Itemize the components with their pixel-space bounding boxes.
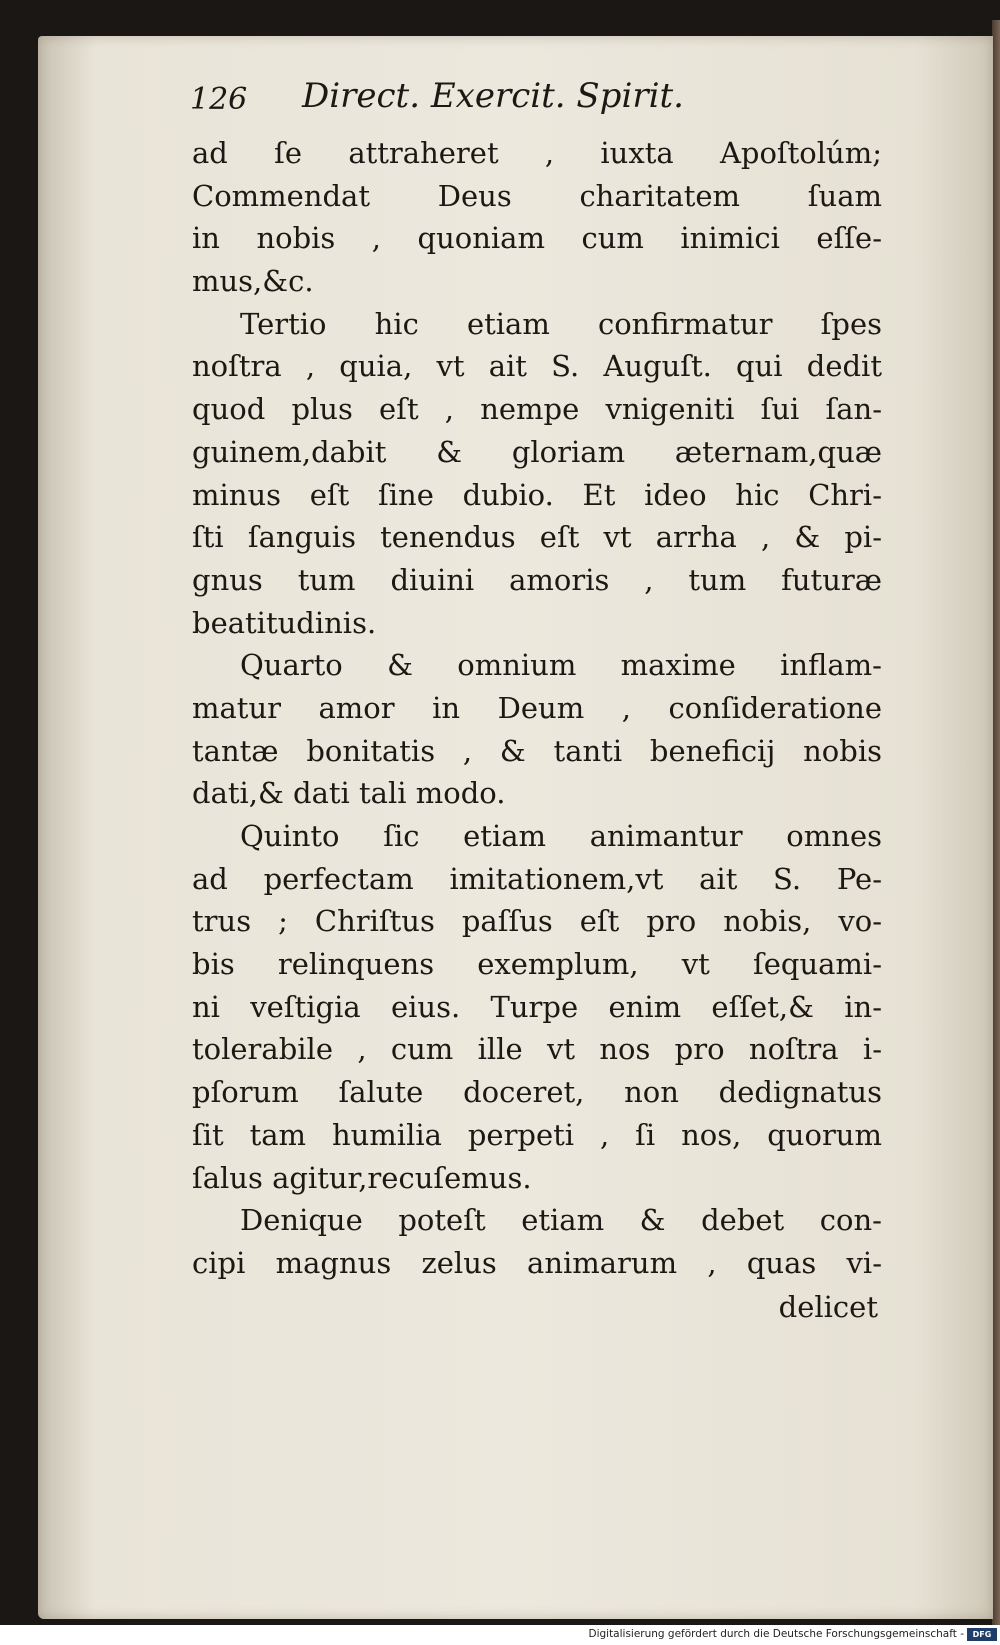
body-text [192, 132, 882, 1285]
text-line: matur amor in Deum , conſideratione [192, 690, 882, 725]
running-title: Direct. Exercit. Spirit. [302, 76, 684, 116]
text-line: Quarto & omnium maxime inflam- [240, 648, 882, 683]
text-line: beatitudinis. [192, 605, 377, 640]
footer-bar [0, 1625, 1000, 1645]
funding-credit: Digitalisierung gefördert durch die Deutsche Forschungsgemeinschaft - [588, 1628, 964, 1640]
page-header [190, 66, 760, 128]
text-line: tolerabile , cum ille vt nos pro noſtra i- [192, 1032, 882, 1067]
text-line: pſorum ſalute doceret, non dedignatus [192, 1075, 882, 1110]
dfg-logo: DFG [967, 1628, 997, 1641]
text-line: tantæ bonitatis , & tanti beneficij nobis [192, 733, 882, 768]
text-line: guinem,dabit & gloriam æternam,quæ [192, 434, 882, 469]
text-line: Commendat Deus charitatem ſuam [192, 178, 882, 213]
text-line: ſti ſanguis tenendus eſt vt arrha , & pi- [192, 520, 882, 555]
text-line: Denique poteſt etiam & debet con- [240, 1203, 882, 1238]
text-line: gnus tum diuini amoris , tum futuræ [192, 562, 882, 597]
text-line: bis relinquens exemplum, vt ſequami- [192, 947, 882, 982]
text-line: ſit tam humilia perpeti , ſi nos, quorum [192, 1117, 882, 1152]
text-line: ad perfectam imitationem,vt ait S. Pe- [192, 861, 882, 896]
catchword: delicet [778, 1290, 878, 1324]
text-line: in nobis , quoniam cum inimici eſſe- [192, 221, 882, 256]
book-edge [992, 20, 1000, 1625]
text-line: ſalus agitur,recuſemus. [192, 1160, 532, 1195]
text-line: trus ; Chriſtus paſſus eſt pro nobis, vo- [192, 904, 882, 939]
text-line: cipi magnus zelus animarum , quas vi- [192, 1245, 882, 1280]
text-line: noſtra , quia, vt ait S. Auguſt. qui dedit [192, 349, 882, 384]
text-line: mus,&c. [192, 264, 314, 299]
text-line: minus eſt ſine dubio. Et ideo hic Chri- [192, 477, 882, 512]
text-line: ni veſtigia eius. Turpe enim eſſet,& in- [192, 989, 882, 1024]
text-line: Tertio hic etiam confirmatur ſpes [240, 306, 882, 341]
text-line: dati,& dati tali modo. [192, 776, 506, 811]
text-line: quod plus eſt , nempe vnigeniti ſui ſan- [192, 392, 882, 427]
text-line: Quinto ſic etiam animantur omnes [240, 819, 882, 853]
page-number: 126 [190, 82, 248, 117]
text-line: ad ſe attraheret , iuxta Apoſtolúm; [192, 136, 882, 170]
